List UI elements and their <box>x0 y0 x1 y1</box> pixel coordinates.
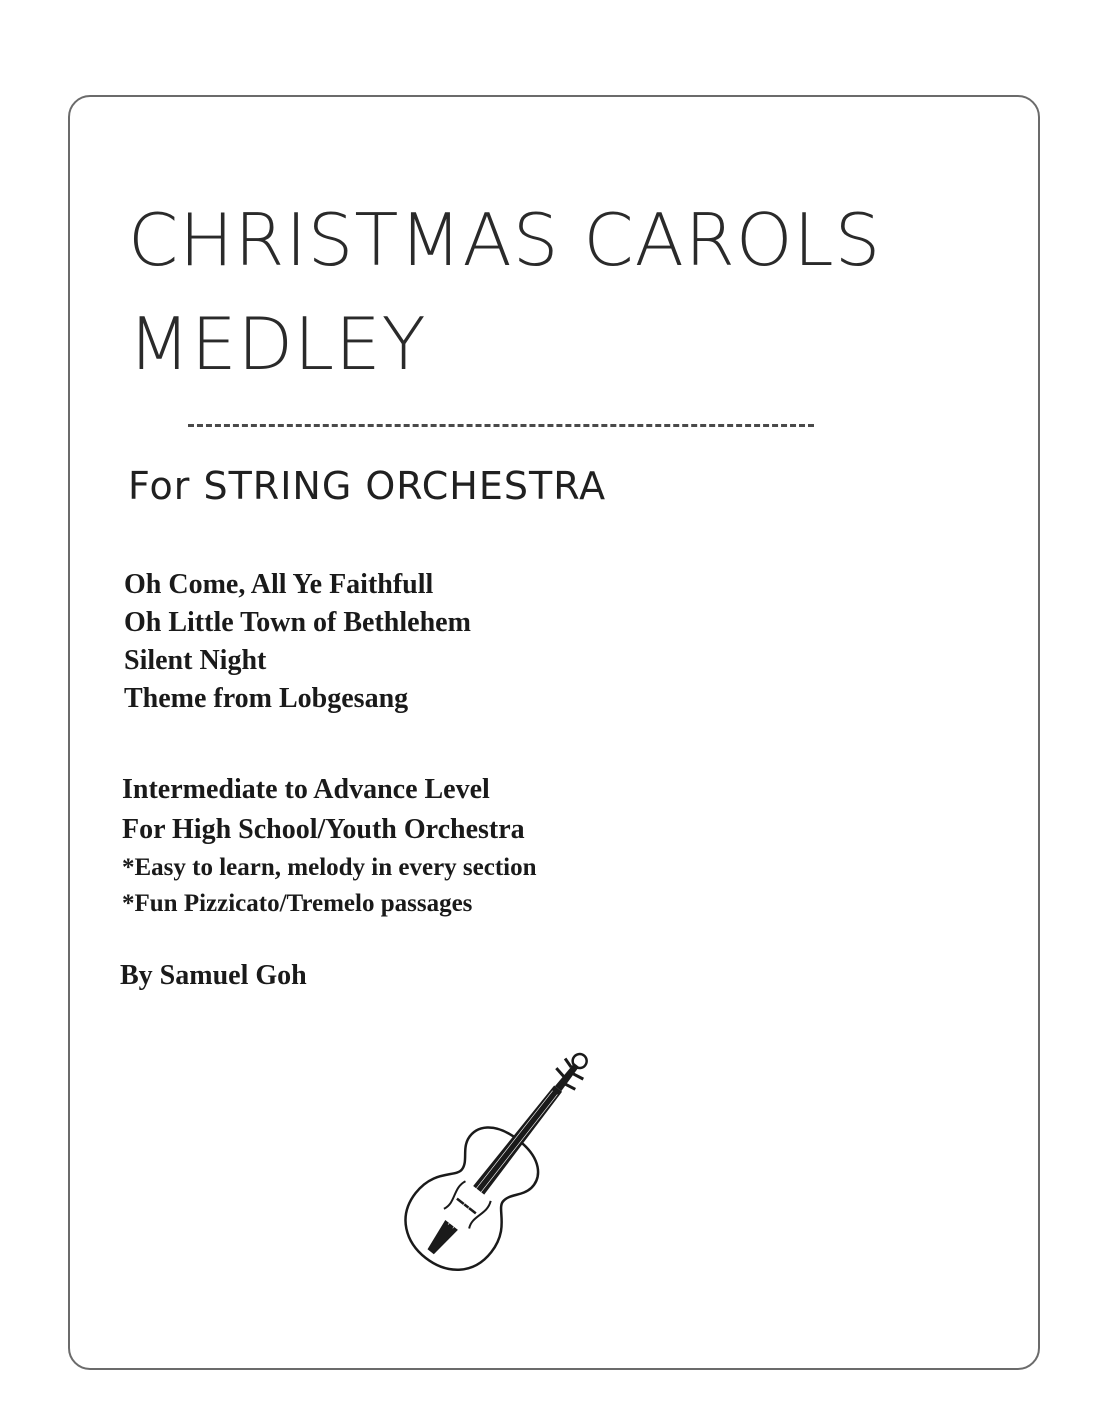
subtitle: For STRING ORCHESTRA <box>128 464 607 508</box>
song-item: Silent Night <box>124 645 267 676</box>
level-info <box>122 770 537 922</box>
violin-icon <box>380 1020 620 1280</box>
note-item: *Easy to learn, melody in every section <box>122 854 537 881</box>
dashed-divider <box>188 424 814 427</box>
song-item: Oh Little Town of Bethlehem <box>124 607 471 638</box>
title-line-1: CHRISTMAS CAROLS <box>128 198 882 282</box>
note-item: *Fun Pizzicato/Tremelo passages <box>122 890 473 917</box>
audience-text: For High School/Youth Orchestra <box>122 814 525 845</box>
level-text: Intermediate to Advance Level <box>122 774 490 805</box>
song-list <box>124 566 471 718</box>
song-item: Theme from Lobgesang <box>124 683 409 714</box>
song-item: Oh Come, All Ye Faithfull <box>124 569 434 600</box>
author-credit: By Samuel Goh <box>120 960 307 991</box>
title-line-2: MEDLEY <box>128 302 427 386</box>
page-title <box>128 188 881 396</box>
